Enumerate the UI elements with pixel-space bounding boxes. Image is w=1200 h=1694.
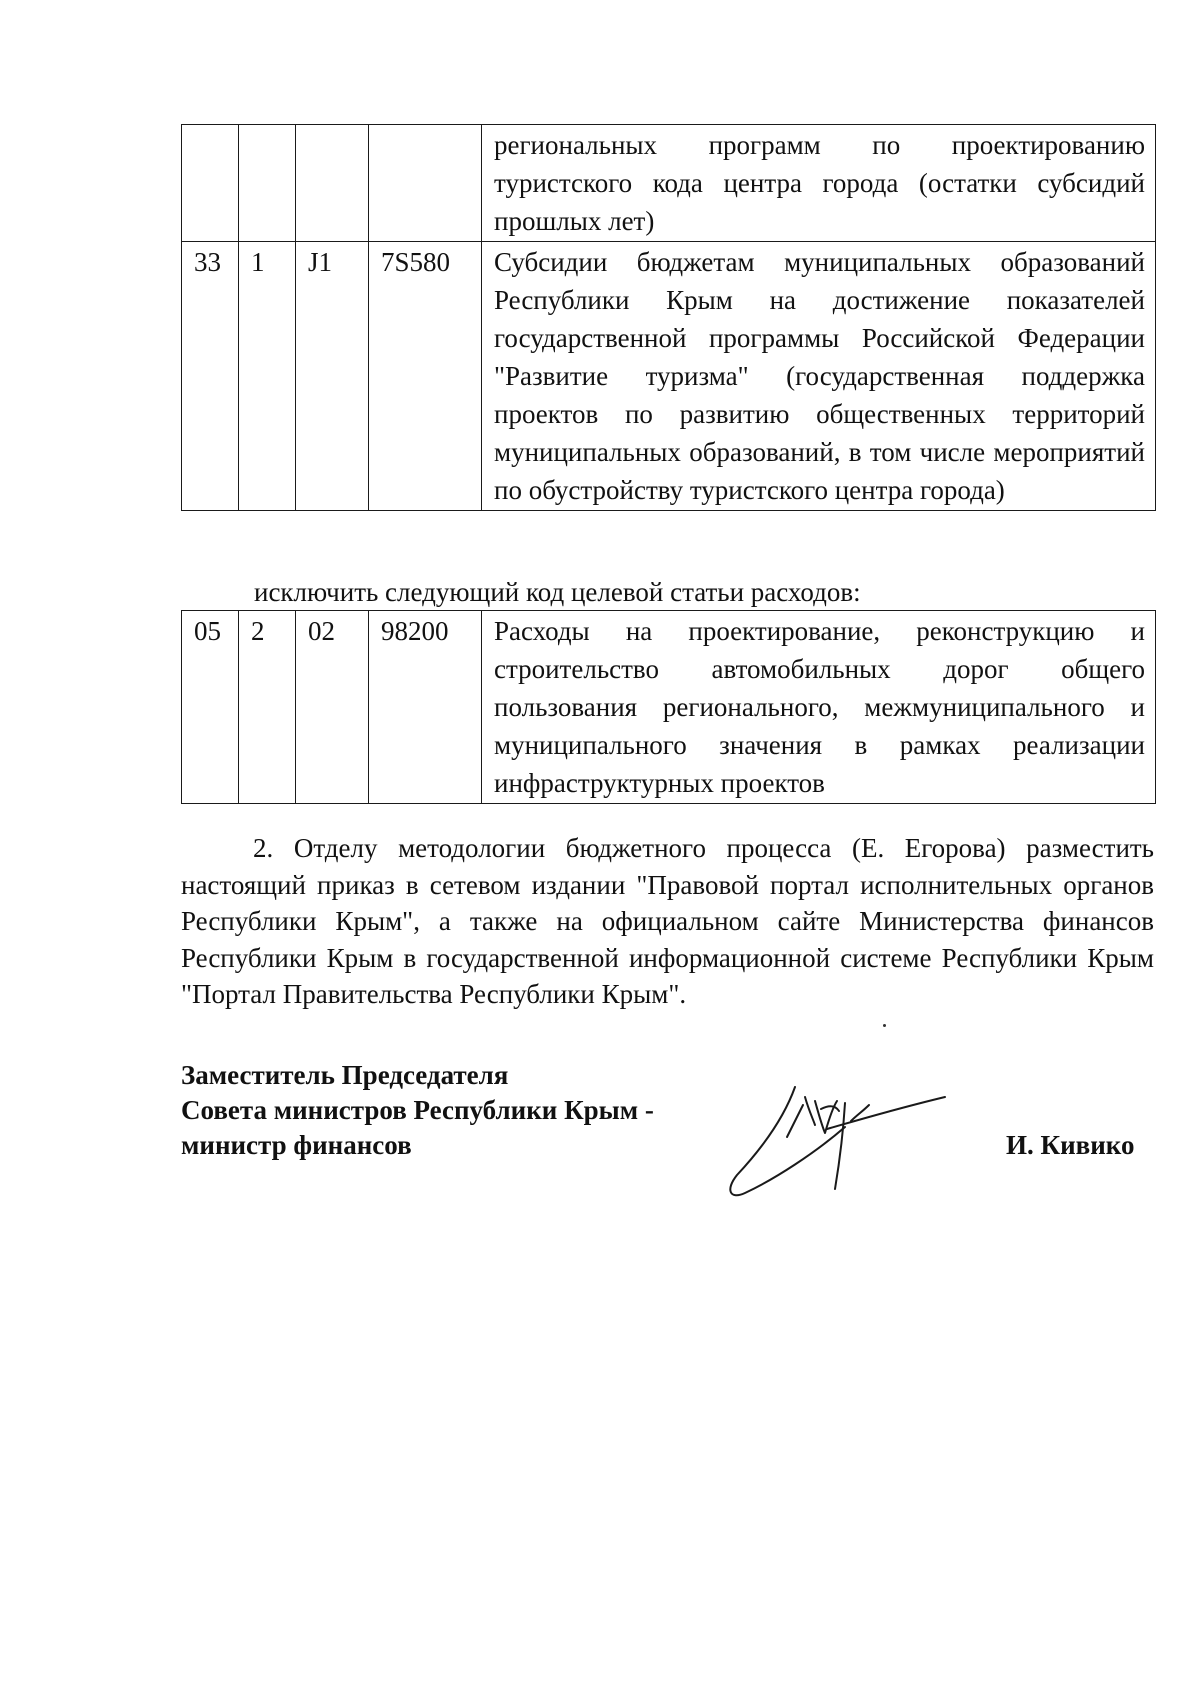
code-direction-cell: 7S580 — [369, 242, 482, 511]
signatory-name: И. Кивико — [1006, 1130, 1135, 1160]
code-subsection-cell: 1 — [239, 242, 296, 511]
paragraph-2: 2. Отделу методологии бюджетного процесса (Е. Егорова) разместить настоящий приказ в сетевом издании "Правовой портал исполнительных органов Республики Крым", а также на официальном сайте Министерства финансов Республики Крым в государственной информационной системе Республики Крым "Портал Правительства Республики Крым". — [181, 833, 1154, 1009]
code-program-cell — [296, 125, 369, 242]
exclude-intro-text: исключить следующий код целевой статьи расходов: — [254, 577, 861, 607]
excluded-code-table — [181, 610, 1156, 804]
code-subsection-cell: 2 — [239, 611, 296, 804]
code-subsection-cell — [239, 125, 296, 242]
scan-speck — [883, 1024, 886, 1027]
signatory-title — [181, 1058, 654, 1163]
budget-codes-table-continuation — [181, 124, 1156, 511]
description-cell: региональных программ по проектированию туристского кода центра города (остатки субсидий прошлых лет) — [482, 125, 1156, 242]
table-row — [182, 611, 1156, 804]
table-row — [182, 242, 1156, 511]
code-section-cell: 05 — [182, 611, 239, 804]
description-cell: Расходы на проектирование, реконструкцию и строительство автомобильных дорог общего пользования регионального, межмуниципального и муниципального значения в рамках реализации инфраструктурных проектов — [482, 611, 1156, 804]
table-row — [182, 125, 1156, 242]
code-section-cell: 33 — [182, 242, 239, 511]
code-direction-cell: 98200 — [369, 611, 482, 804]
signatory-title-line: Заместитель Председателя — [181, 1060, 509, 1090]
handwritten-signature — [725, 1075, 965, 1205]
signatory-title-line: Совета министров Республики Крым - — [181, 1095, 654, 1125]
description-cell: Субсидии бюджетам муниципальных образований Республики Крым на достижение показателей государственной программы Российской Федерации "Развитие туризма" (государственная поддержка проектов по развитию общественных территорий муниципальных образований, в том числе мероприятий по обустройству туристского центра города) — [482, 242, 1156, 511]
signatory-title-line: министр финансов — [181, 1130, 412, 1160]
code-section-cell — [182, 125, 239, 242]
code-program-cell: J1 — [296, 242, 369, 511]
code-program-cell: 02 — [296, 611, 369, 804]
code-direction-cell — [369, 125, 482, 242]
